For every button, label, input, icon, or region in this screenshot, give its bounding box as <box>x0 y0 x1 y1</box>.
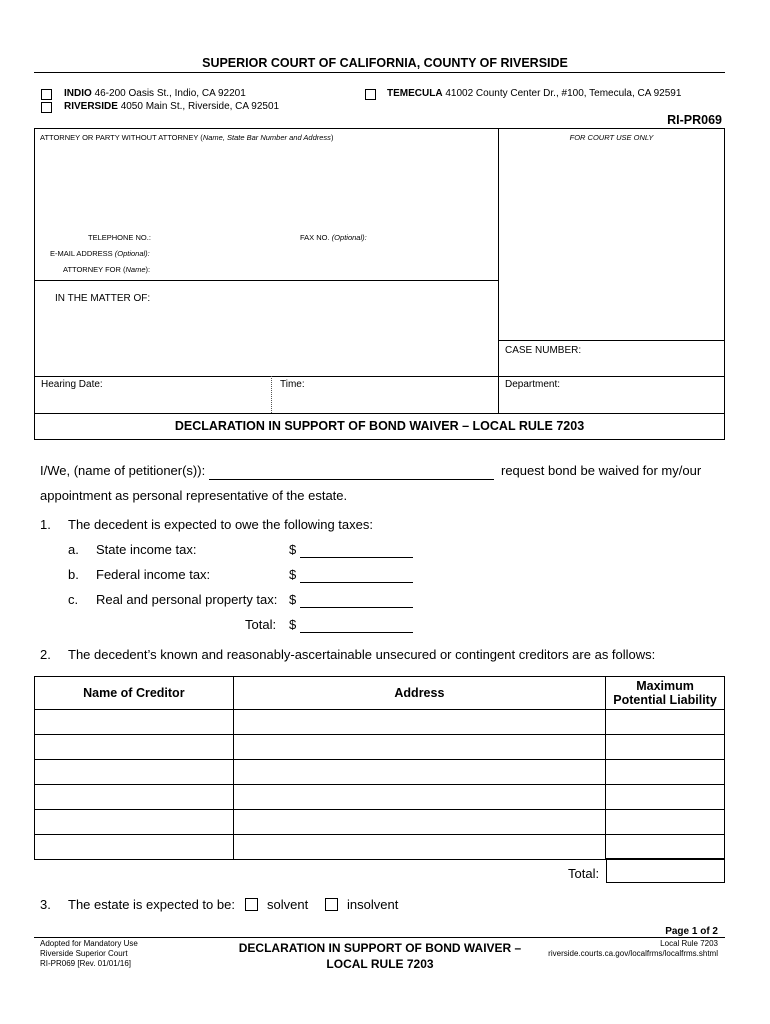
petitioner-name-input[interactable] <box>209 464 494 480</box>
creditor-address-cell[interactable] <box>233 835 605 860</box>
insolvent-label: insolvent <box>347 897 399 912</box>
attorney-input[interactable] <box>40 145 490 225</box>
creditor-liability-cell[interactable] <box>606 760 725 785</box>
hearing-date-label: Hearing Date: <box>41 379 103 390</box>
form-id: RI-PR069 <box>667 113 722 127</box>
creditor-address-cell[interactable] <box>233 735 605 760</box>
matter-label: IN THE MATTER OF: <box>55 293 151 304</box>
solvent-label: solvent <box>267 897 309 912</box>
department-label: Department: <box>505 379 561 390</box>
tax-label-c: Real and personal property tax: <box>96 592 278 607</box>
item2-number: 2. <box>40 647 51 662</box>
court-title: SUPERIOR COURT OF CALIFORNIA, COUNTY OF RIVERSIDE <box>202 56 568 70</box>
table-row <box>35 785 725 810</box>
tax-currency-a: $ <box>289 542 297 557</box>
temecula-location: TEMECULA 41002 County Center Dr., #100, Temecula, CA 92591 <box>387 88 682 99</box>
item2-text: The decedent’s known and reasonably-ascertainable unsecured or contingent creditors are as follows: <box>68 647 656 662</box>
insolvent-checkbox[interactable] <box>325 898 338 911</box>
table-row <box>35 710 725 735</box>
creditor-name-cell[interactable] <box>35 785 234 810</box>
creditor-table-header <box>35 677 725 710</box>
creditor-total-label: Total: <box>568 866 600 881</box>
item3-number: 3. <box>40 897 51 912</box>
creditor-liability-cell[interactable] <box>606 785 725 810</box>
federal-income-tax-input[interactable] <box>300 567 413 583</box>
tax-letter-c: c. <box>68 592 79 607</box>
indio-checkbox[interactable] <box>41 89 52 100</box>
footer-left: Adopted for Mandatory Use Riverside Superior Court RI-PR069 [Rev. 01/01/16] <box>40 939 138 968</box>
creditor-address-cell[interactable] <box>233 710 605 735</box>
tax-label-b: Federal income tax: <box>96 567 211 582</box>
creditor-address-header: Address <box>233 677 605 710</box>
creditor-name-cell[interactable] <box>35 735 234 760</box>
attorney-label: ATTORNEY OR PARTY WITHOUT ATTORNEY (Name, State Bar Number and Address) <box>40 133 334 142</box>
riverside-checkbox[interactable] <box>41 102 52 113</box>
item1-number: 1. <box>40 517 51 532</box>
creditor-address-cell[interactable] <box>233 810 605 835</box>
attorney-for-label: ATTORNEY FOR (Name): <box>63 265 151 274</box>
tax-label-a: State income tax: <box>96 542 197 557</box>
petitioner-prefix: I/We, (name of petitioner(s)): <box>40 463 206 478</box>
creditor-liability-cell[interactable] <box>606 835 725 860</box>
creditor-address-cell[interactable] <box>233 760 605 785</box>
table-row <box>35 735 725 760</box>
fax-label: FAX NO. (Optional): <box>300 233 367 242</box>
indio-location: INDIO 46-200 Oasis St., Indio, CA 92201 <box>64 88 246 99</box>
table-row <box>35 835 725 860</box>
caption-divider <box>498 128 499 413</box>
solvent-checkbox[interactable] <box>245 898 258 911</box>
creditor-liability-cell[interactable] <box>606 710 725 735</box>
telephone-label: TELEPHONE NO.: <box>88 233 151 242</box>
footer-rule <box>34 937 725 938</box>
temecula-checkbox[interactable] <box>365 89 376 100</box>
case-number-rule <box>498 340 725 341</box>
header-rule <box>34 72 725 73</box>
form-title: DECLARATION IN SUPPORT OF BOND WAIVER – LOCAL RULE 7203 <box>174 419 585 433</box>
email-label: E-MAIL ADDRESS (Optional): <box>50 249 150 258</box>
matter-rule <box>34 280 499 281</box>
creditor-name-cell[interactable] <box>35 710 234 735</box>
footer-url[interactable]: riverside.courts.ca.gov/localfrms/localfrms.shtml <box>548 949 718 958</box>
item1-text: The decedent is expected to owe the following taxes: <box>68 517 373 532</box>
riverside-location: RIVERSIDE 4050 Main St., Riverside, CA 92501 <box>64 101 280 112</box>
court-use-label: FOR COURT USE ONLY <box>569 133 654 142</box>
time-label: Time: <box>280 379 305 390</box>
petitioner-line2: appointment as personal representative of the estate. <box>40 488 348 503</box>
property-tax-input[interactable] <box>300 592 413 608</box>
creditor-address-cell[interactable] <box>233 785 605 810</box>
table-row <box>35 760 725 785</box>
case-number-label: CASE NUMBER: <box>505 345 582 356</box>
footer-rule-text: Local Rule 7203 <box>660 939 718 948</box>
hearing-rule <box>34 376 725 377</box>
item3-text: The estate is expected to be: <box>68 897 235 912</box>
state-income-tax-input[interactable] <box>300 542 413 558</box>
tax-letter-b: b. <box>68 567 79 582</box>
creditor-name-cell[interactable] <box>35 810 234 835</box>
creditor-name-cell[interactable] <box>35 835 234 860</box>
page-number: Page 1 of 2 <box>665 926 718 937</box>
title-rule <box>34 413 725 414</box>
creditor-liability-cell[interactable] <box>606 810 725 835</box>
hearing-divider <box>271 376 272 413</box>
footer-center: DECLARATION IN SUPPORT OF BOND WAIVER – LOCAL RULE 7203 <box>238 941 522 971</box>
creditor-liability-header: Maximum Potential Liability <box>606 677 725 710</box>
creditor-table <box>34 676 725 860</box>
creditor-name-cell[interactable] <box>35 760 234 785</box>
tax-letter-a: a. <box>68 542 79 557</box>
tax-total-currency: $ <box>289 617 297 632</box>
tax-total-input[interactable] <box>300 617 413 633</box>
creditor-liability-cell[interactable] <box>606 735 725 760</box>
creditor-total-input[interactable] <box>606 858 725 883</box>
tax-currency-b: $ <box>289 567 297 582</box>
creditor-name-header: Name of Creditor <box>35 677 234 710</box>
table-row <box>35 810 725 835</box>
tax-total-label: Total: <box>245 617 277 632</box>
tax-currency-c: $ <box>289 592 297 607</box>
petitioner-suffix: request bond be waived for my/our <box>501 463 702 478</box>
